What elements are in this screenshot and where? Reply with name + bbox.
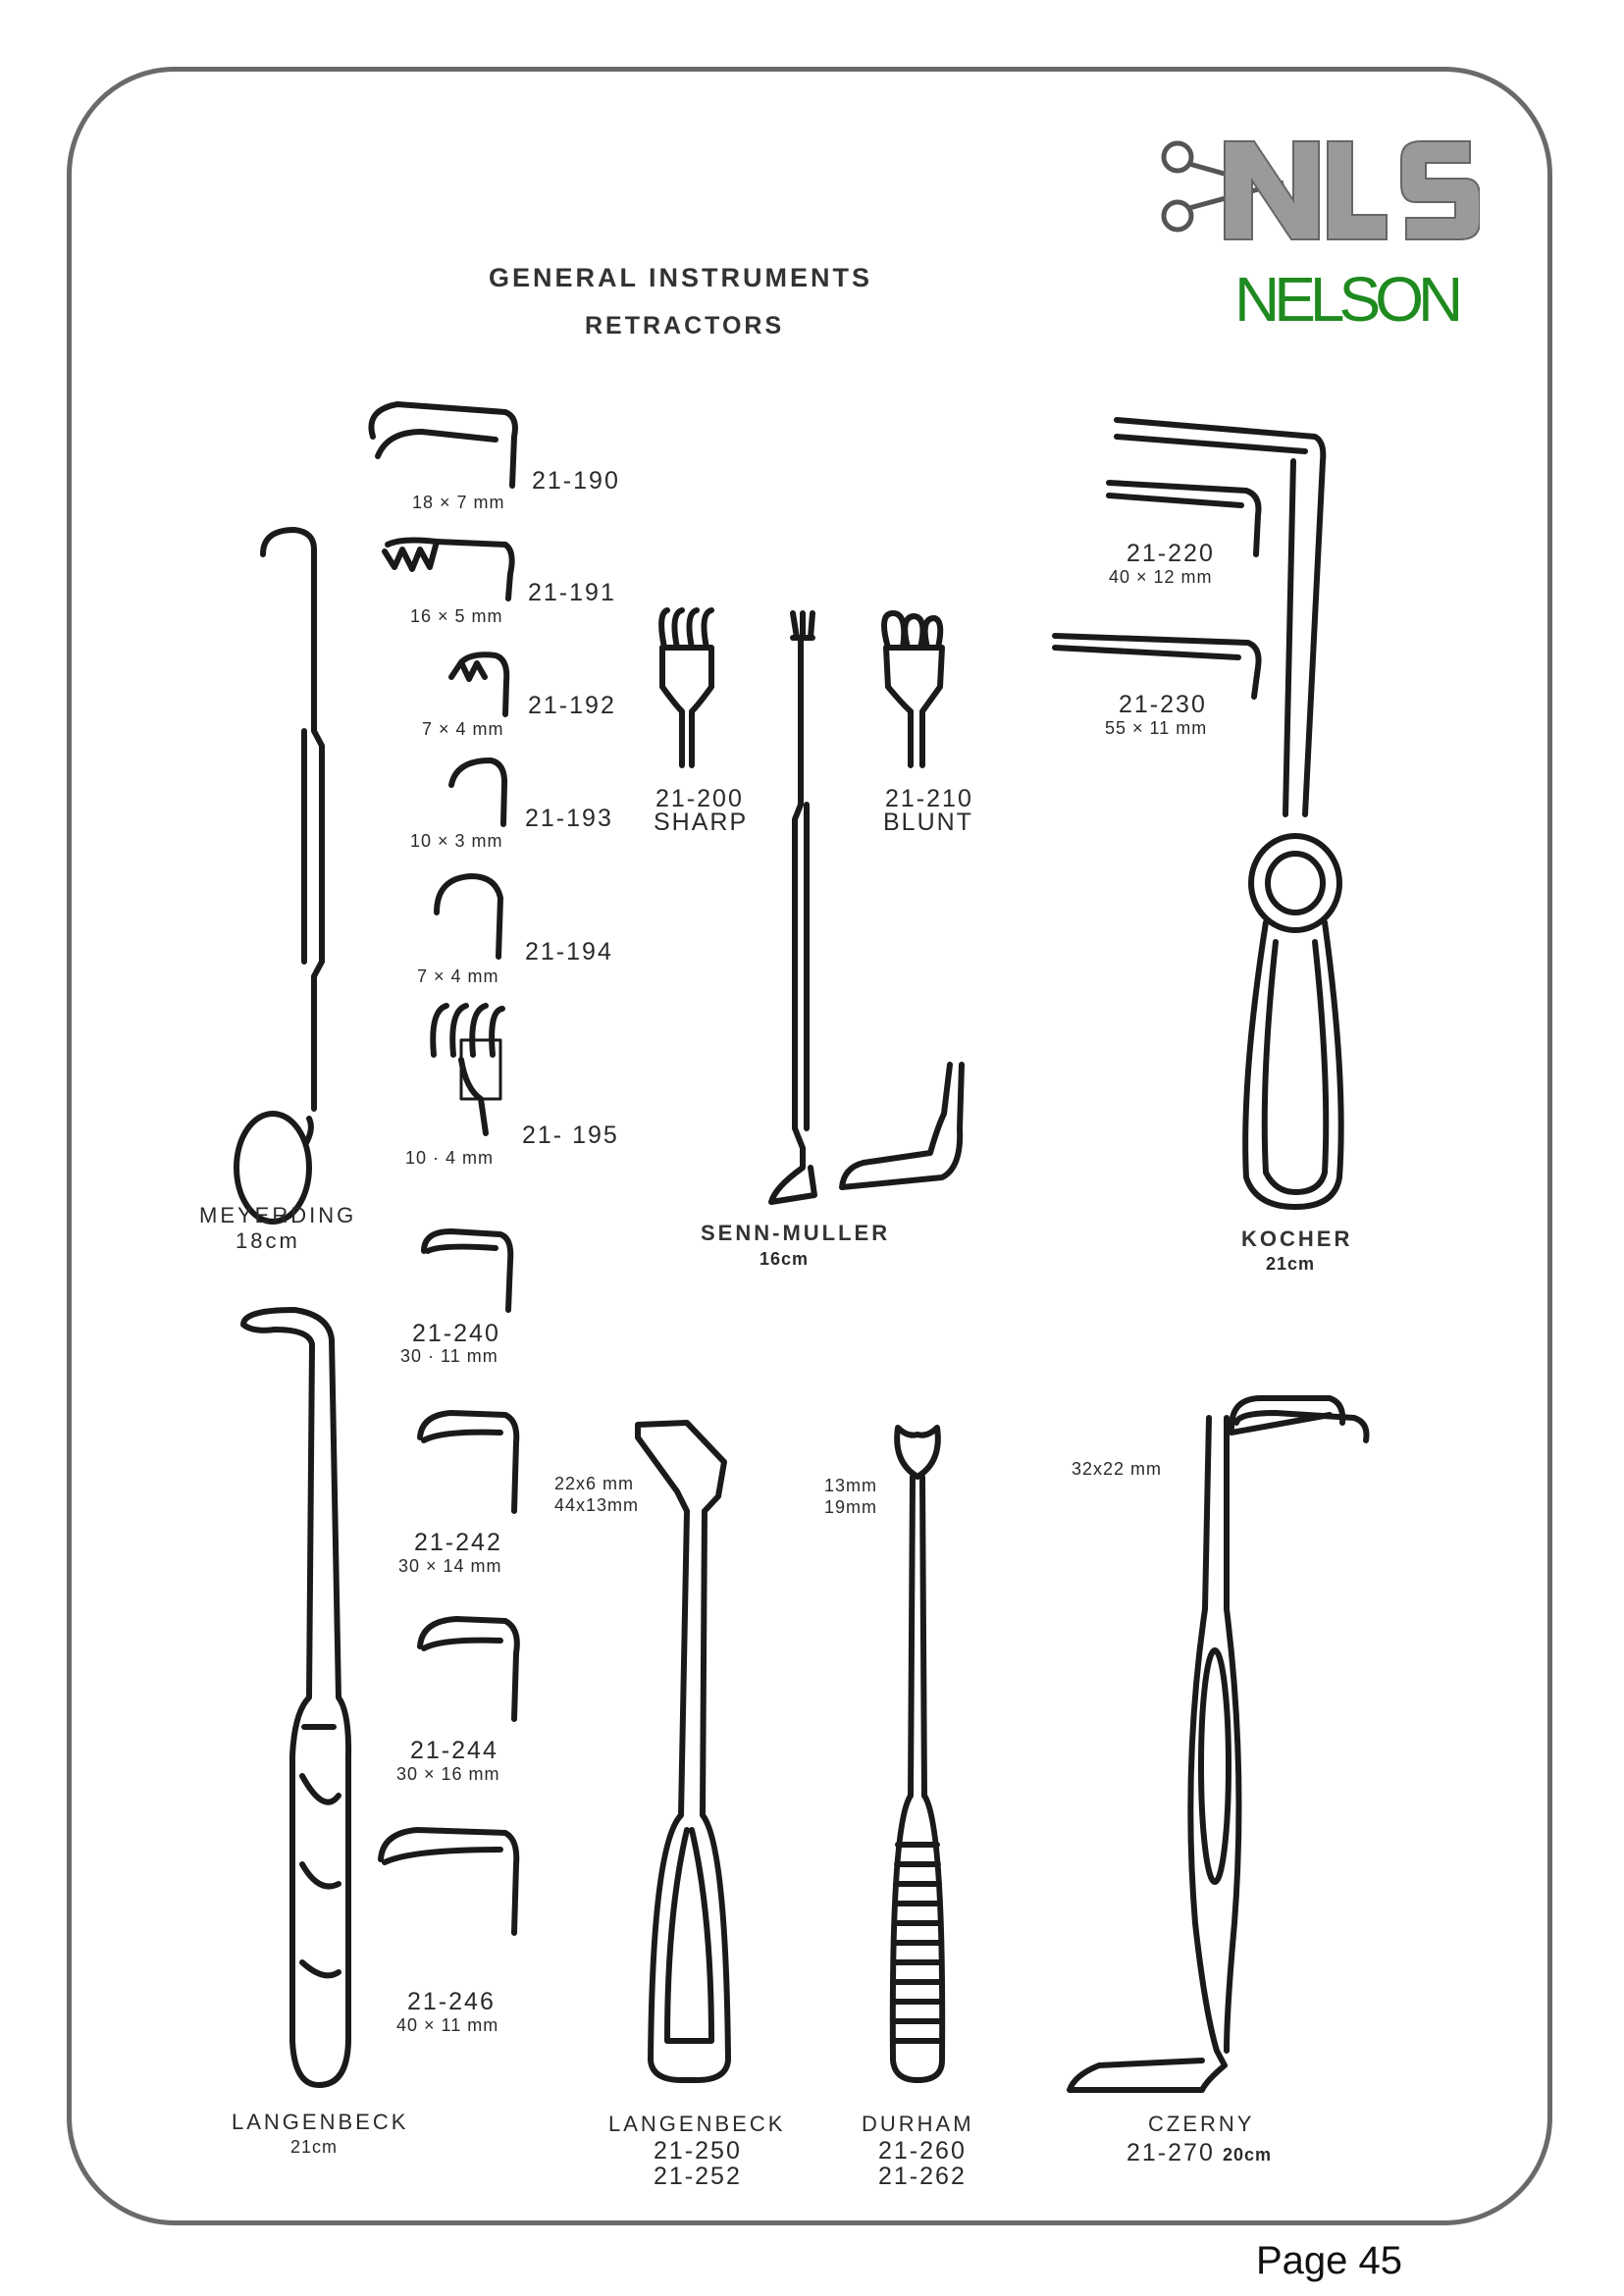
code-21-240: 21-240 — [412, 1320, 500, 1347]
dim-21-190: 18 × 7 mm — [412, 493, 505, 512]
code-21-220: 21-220 — [1126, 540, 1215, 567]
langenbeck-21cm-size: 21cm — [290, 2137, 339, 2157]
code-21-190: 21-190 — [532, 467, 620, 495]
code-21-250: 21-250 — [654, 2137, 742, 2165]
retractor-21-242-drawing — [420, 1413, 516, 1511]
czerny-drawing — [1070, 1398, 1367, 2090]
meyerding-name: MEYERDING — [199, 1203, 357, 1227]
retractor-21-240-drawing — [424, 1231, 510, 1310]
dim-21-195: 10 · 4 mm — [405, 1148, 495, 1168]
retractor-21-192-drawing — [451, 654, 506, 714]
retractor-21-190-drawing — [371, 404, 515, 486]
code-21-192: 21-192 — [528, 692, 616, 719]
code-21-193: 21-193 — [525, 805, 613, 832]
czerny-dim: 32x22 mm — [1072, 1459, 1163, 1479]
retractor-21-210-drawing — [884, 613, 942, 765]
retractor-21-191-drawing — [385, 541, 512, 599]
page-title: GENERAL INSTRUMENTS — [489, 263, 873, 292]
code-21-200: 21-200 — [655, 785, 744, 812]
code-21-191: 21-191 — [528, 579, 616, 606]
code-21-230: 21-230 — [1119, 691, 1207, 718]
langenbeck-21-250-drawing — [638, 1423, 728, 2080]
dim-21-194: 7 × 4 mm — [417, 966, 499, 986]
nelson-logo-text: NELSON — [1234, 264, 1458, 335]
langenbeck-dim-1: 22x6 mm — [554, 1474, 635, 1493]
dim-21-192: 7 × 4 mm — [422, 719, 504, 739]
dim-21-244: 30 × 16 mm — [396, 1764, 500, 1784]
dim-21-242: 30 × 14 mm — [398, 1556, 502, 1576]
retractor-21-200-drawing — [661, 610, 711, 765]
code-21-252: 21-252 — [654, 2163, 742, 2190]
retractor-21-193-drawing — [451, 760, 504, 824]
retractor-21-244-drawing — [420, 1619, 517, 1719]
code-21-260: 21-260 — [878, 2137, 967, 2165]
code-21-246: 21-246 — [407, 1988, 496, 2015]
code-21-195: 21- 195 — [522, 1122, 619, 1149]
kocher-drawing — [1055, 420, 1341, 1207]
retractor-21-194-drawing — [437, 876, 500, 957]
code-21-194: 21-194 — [525, 938, 613, 965]
senn-muller-name: SENN-MULLER — [701, 1221, 891, 1245]
langenbeck-21cm-drawing — [243, 1310, 348, 2085]
type-21-200: SHARP — [654, 809, 749, 836]
type-21-210: BLUNT — [883, 809, 973, 836]
durham-drawing — [893, 1428, 942, 2080]
dim-21-240: 30 · 11 mm — [400, 1346, 498, 1366]
dim-21-230: 55 × 11 mm — [1105, 718, 1208, 738]
langenbeck-dim-2: 44x13mm — [554, 1495, 640, 1515]
czerny-size: 20cm — [1223, 2145, 1273, 2165]
retractor-21-246-drawing — [381, 1830, 516, 1933]
langenbeck-21-250-name: LANGENBECK — [608, 2112, 786, 2136]
senn-muller-size: 16cm — [760, 1249, 810, 1269]
dim-21-246: 40 × 11 mm — [396, 2015, 499, 2035]
code-21-242: 21-242 — [414, 1529, 502, 1556]
dim-21-193: 10 × 3 mm — [410, 831, 503, 851]
retractor-21-195-drawing — [433, 1006, 502, 1133]
durham-dim-2: 19mm — [824, 1497, 878, 1517]
senn-muller-drawing — [771, 613, 814, 1202]
page-subtitle: RETRACTORS — [585, 312, 785, 339]
czerny-name: CZERNY — [1148, 2112, 1255, 2136]
page-number: Page 45 — [1256, 2239, 1403, 2282]
durham-dim-1: 13mm — [824, 1476, 878, 1495]
kocher-size: 21cm — [1266, 1254, 1316, 1274]
dim-21-220: 40 × 12 mm — [1109, 567, 1213, 587]
code-21-244: 21-244 — [410, 1737, 498, 1764]
meyerding-size: 18cm — [236, 1228, 300, 1253]
dim-21-191: 16 × 5 mm — [410, 606, 503, 626]
kocher-name: KOCHER — [1241, 1226, 1353, 1251]
code-21-270: 21-270 — [1126, 2139, 1215, 2166]
code-21-210: 21-210 — [885, 785, 973, 812]
senn-muller-end-drawing — [842, 1065, 962, 1187]
langenbeck-21cm-name: LANGENBECK — [232, 2110, 409, 2134]
meyerding-drawing — [236, 530, 322, 1222]
code-21-262: 21-262 — [878, 2163, 967, 2190]
durham-name: DURHAM — [862, 2112, 974, 2136]
